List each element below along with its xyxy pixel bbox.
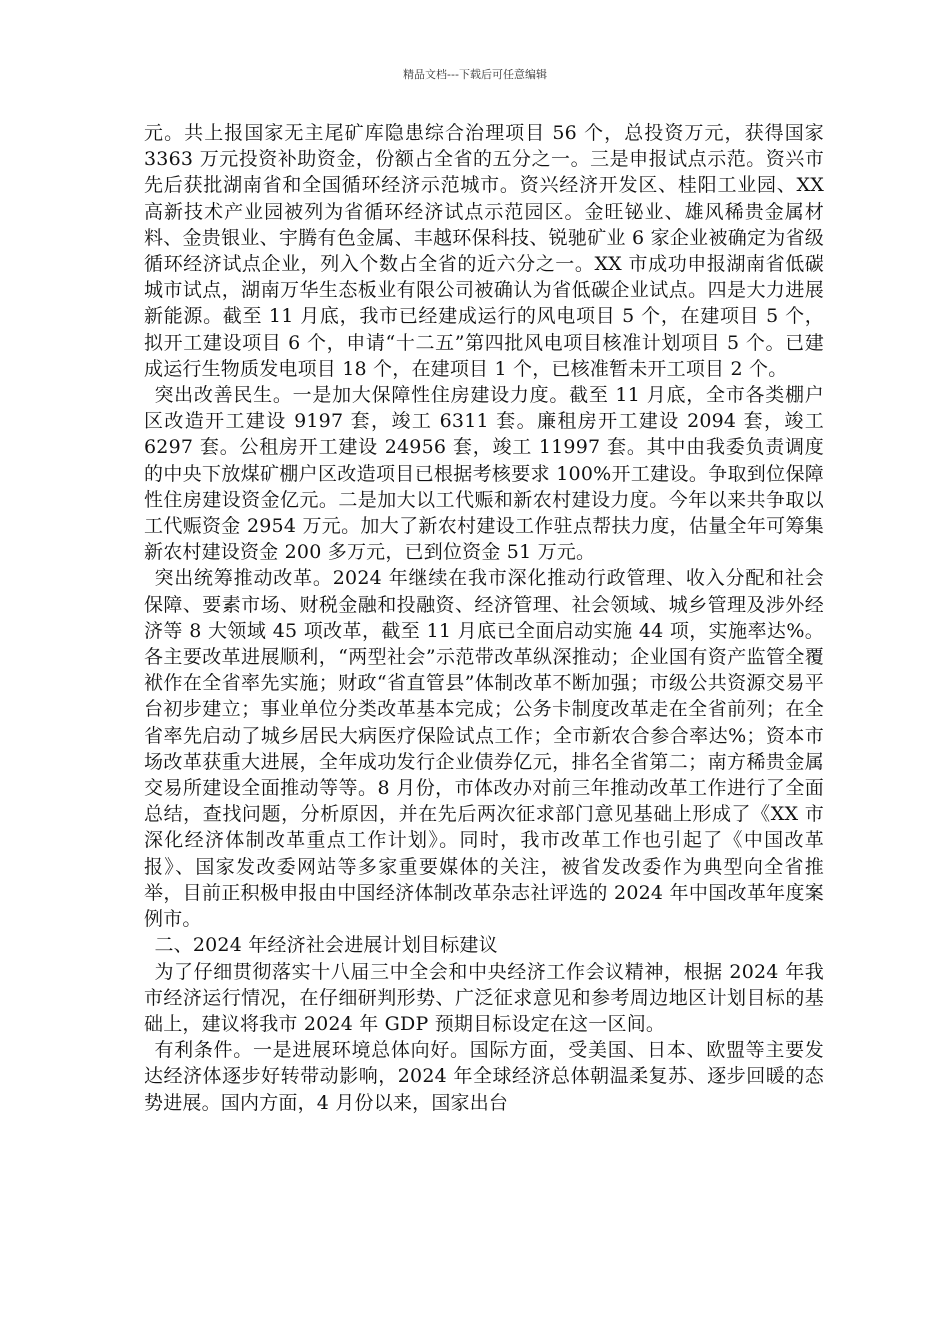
paragraph-livelihood: 突出改善民生。一是加大保障性住房建设力度。截至 11 月底，全市各类棚户区改造开工建设 9197 套，竣工 6311 套。廉租房开工建设 2094 套，竣工 6297 套。公租房开工建设 24956 套，竣工 11997 套。其中由我委负责调度的中央下放煤矿棚户区改造项目已根据考核要求 100%开工建设。争取到位保障性住房建设资金亿元。二是加大以工代赈和新农村建设力度。今年以来共争取以工代赈资金 2954 万元。加大了新农村建设工作驻点帮扶力度，估量全年可筹集新农村建设资金 200 多万元，已到位资金 51 万元。 xyxy=(144,384,824,564)
section-heading-2024-plan: 二、2024 年经济社会进展计划目标建议 xyxy=(154,934,498,957)
page-header: 精品文档---下载后可任意编辑 xyxy=(403,68,547,81)
document-body xyxy=(144,120,824,1116)
paragraph-gdp-target: 为了仔细贯彻落实十八届三中全会和中央经济工作会议精神，根据 2024 年我市经济运行情况，在仔细研判形势、广泛征求意见和参考周边地区计划目标的基础上，建议将我市 2024 年 GDP 预期目标设定在这一区间。 xyxy=(144,960,824,1035)
paragraph-circular-economy: 元。共上报国家无主尾矿库隐患综合治理项目 56 个，总投资万元，获得国家 3363 万元投资补助资金，份额占全省的五分之一。三是申报试点示范。资兴市先后获批湖南省和全国循环经济示范城市。资兴经济开发区、桂阳工业园、XX 高新技术产业园被列为省循环经济试点示范园区。金旺铋业、雄风稀贵金属材料、金贵银业、宇腾有色金属、丰越环保科技、锐驰矿业 6 家企业被确定为省级循环经济试点企业，列入个数占全省的近六分之一。XX 市成功申报湖南省低碳城市试点，湖南万华生态板业有限公司被确认为省低碳企业试点。四是大力进展新能源。截至 11 月底，我市已经建成运行的风电项目 5 个，在建项目 5 个，拟开工建设项目 6 个，申请“十二五”第四批风电项目核准计划项目 5 个。已建成运行生物质发电项目 18 个，在建项目 1 个，已核准暂未开工项目 2 个。 xyxy=(144,122,824,380)
paragraph-favorable-conditions: 有利条件。一是进展环境总体向好。国际方面，受美国、日本、欧盟等主要发达经济体逐步好转带动影响，2024 年全球经济总体朝温柔复苏、逐步回暖的态势进展。国内方面，4 月份以来，国家出台 xyxy=(144,1039,824,1114)
paragraph-reform: 突出统筹推动改革。2024 年继续在我市深化推动行政管理、收入分配和社会保障、要素市场、财税金融和投融资、经济管理、社会领域、城乡管理及涉外经济等 8 大领域 45 项改革，截至 11 月底已全面启动实施 44 项，实施率达%。各主要改革进展顺利，“两型社会”示范带改革纵深推动；企业国有资产监管全覆袱作在全省率先实施；财政“省直管县”体制改革不断加强；市级公共资源交易平台初步建立；事业单位分类改革基本完成；公务卡制度改革走在全省前列；在全省率先启动了城乡居民大病医疗保险试点工作；全市新农合参合率达%；资本市场改革获重大进展，全年成功发行企业债券亿元，排名全省第二；南方稀贵金属交易所建设全面推动等等。8 月份，市体改办对前三年推动改革工作进行了全面总结，查找问题，分析原因，并在先后两次征求部门意见基础上形成了《XX 市深化经济体制改革重点工作计划》。同时，我市改革工作也引起了《中国改革报》、国家发改委网站等多家重要媒体的关注，被省发改委作为典型向全省推举，目前正积极申报由中国经济体制改革杂志社评选的 2024 年中国改革年度案例市。 xyxy=(144,567,824,931)
